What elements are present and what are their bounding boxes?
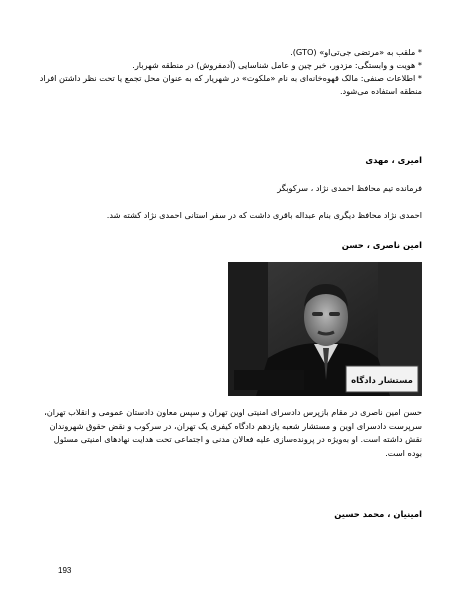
- bullet-item: * اطلاعات صنفی: مالک قهوه‌خانه‌ای به نام «ملکوت» در شهریار که به عنوان محل تجمع یا تحت نظر داشتن افراد منطقه استفاده می‌شود.: [39, 73, 422, 96]
- section-heading-amiri: امیری ، مهدی: [365, 155, 422, 165]
- paragraph: فرمانده تیم محافظ احمدی نژاد ، سرکوبگر: [277, 183, 422, 193]
- bullet-list: [37, 46, 422, 98]
- page-number: 193: [58, 566, 72, 575]
- bio-paragraph: حسن امین ناصری در مقام بازپرس دادسرای امنیتی اوین تهران و سپس معاون دادستان عمومی و انقلاب تهران، سرپرست دادسرای اوین و مستشار شعبه یازدهم دادگاه کیفری یک تهران، در سرکوب و نقض حقوق شهروندان نقش داشته است. او به‌ویژه در پرونده‌سازی علیه فعالان مدنی و اجتماعی تحت هدایت نهادهای امنیتی مسئول بوده است.: [44, 407, 422, 458]
- paragraph: احمدی نژاد محافظ دیگری بنام عبداله باقری داشت که در سفر استانی احمدی نژاد کشته شد.: [106, 210, 422, 220]
- bullet-item: * ملقب به «مرتضی جی‌تی‌او» (GTO).: [290, 47, 422, 57]
- section-heading-amin-naseri: امین ناصری ، حسن: [341, 240, 422, 250]
- bullet-item: * هویت و وابستگی: مزدور، خبر چین و عامل شناسایی (آدمفروش) در منطقه شهربار.: [132, 60, 422, 70]
- portrait-image: [228, 262, 422, 396]
- portrait-photo: [228, 262, 422, 396]
- section-heading-aminian: امینیان ، محمد حسین: [334, 509, 422, 519]
- nameplate-text: مستشار دادگاه: [351, 376, 413, 386]
